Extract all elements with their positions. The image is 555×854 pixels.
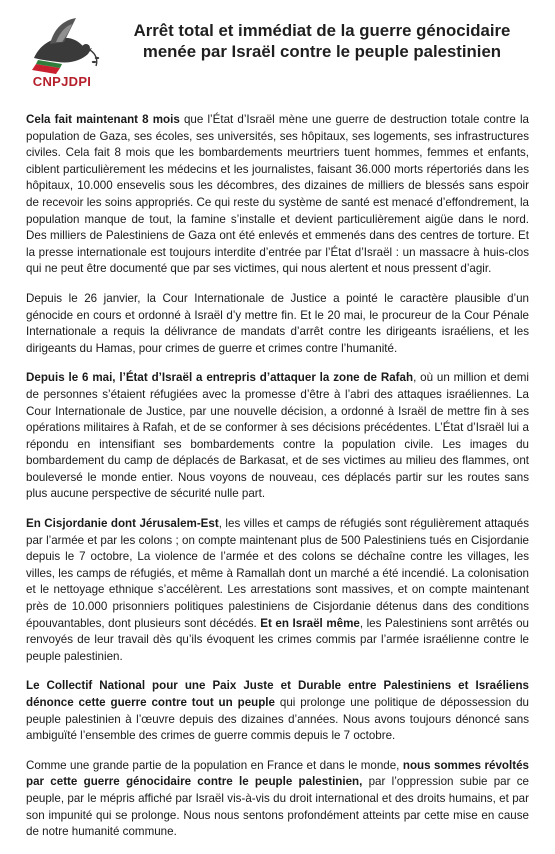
body-text: , les villes et camps de réfugiés sont régulièrement attaqués par l’armée et par les colons ; on compte maintenant plus de 500 Palestiniens tués en Cisjordanie depuis le 7 octobre, La violence de l’armée et des colons se déchaîne contre les villages, les villes, les camps de réfugiés, et même à Ramallah dont un marché a été incendié. La colonisation et le nettoyage ethnique s’accélèrent. Les arrestations sont massives, et on compte maintenant près de 10.000 prisonniers politiques palestiniens de Cisjordanie détenus dans des conditions épouvantables, dont plusieurs sont décédés. xyxy=(26,517,529,630)
body-text: Depuis le 26 janvier, la Cour Internationale de Justice a pointé le caractère plausible d’un génocide en cours et ordonné à Israël d’y mettre fin. Et le 20 mai, le procureur de la Cour Pénale Internationale a requis la délivrance de mandats d’arrêt contre les dirigeants israéliens, et les dirigeants du Hamas, pour crimes de guerre et crimes contre l’humanité. xyxy=(26,291,529,355)
dove-icon xyxy=(20,14,104,76)
paragraph xyxy=(26,112,529,278)
header xyxy=(0,0,555,90)
logo-text: CNPJDPI xyxy=(32,74,92,89)
bold-text: Le Collectif National pour une Paix Juste et Durable entre Palestiniens et Israéliens dénonce cette guerre contre tout un peuple xyxy=(26,679,529,709)
body-text: que l’État d’Israël mène une guerre de destruction totale contre la population de Gaza, ses écoles, ses universités, ses hôpitaux, ses logements, ses infrastructures civiles. Cela fait 8 mois que les bombardements meurtriers tuent hommes, femmes et enfants, ciblent particulièrement les médecins et les journalistes, faisant 36.000 morts répertoriés dans les hôpitaux, 10.000 ensevelis sous les décombres, des dizaines de milliers de blessés sans espoir de recevoir les soins appropriés. Ce qui reste du système de santé est menacé d’effondrement, la population manque de tout, la famine s’installe et devient particulièrement aigüe dans le nord. Des milliers de Palestiniens de Gaza ont été enlevés et emmenés dans des centres de torture. Et la presse internationale est toujours interdite d’entrée par l’État d’Israël : un massacre à huis-clos qui ne peut être documenté que par ses victimes, qui nous alertent et nous pressent d’agir. xyxy=(26,113,530,276)
document-body xyxy=(26,112,529,854)
body-text: Comme une grande partie de la population en France et dans le monde, xyxy=(26,758,403,772)
body-text: , où un million et demi de personnes s’étaient réfugiées avec la promesse d’être à l’abri des attaques israéliennes. La Cour Internationale de Justice, par une nouvelle décision, a ordonné à Israël de mettre fin à ses opérations militaires à Rafah, et de se conformer à ses décisions précédentes. L’État d’Israël lui a répondu en intensifiant ses bombardements contre la population civile. Les images du bombardement du camp de déplacés de Barkasat, et de ses victimes au milieu des flammes, ont bouleversé le monde entier. Nous voyons de nouveau, ces déplacés partir sur les routes sans plus aucune perspective de sécurité nulle part. xyxy=(26,371,529,501)
bold-text: En Cisjordanie dont Jérusalem-Est xyxy=(26,517,219,531)
body-text: , les Palestiniens sont arrêtés ou renvoyés de leur travail dès qu’ils évoquent les crimes commis par l’armée israélienne contre le peuple palestinien. xyxy=(26,616,529,663)
bold-text: Cela fait maintenant 8 mois xyxy=(26,113,180,126)
page-title: Arrêt total et immédiat de la guerre génocidaire menée par Israël contre le peuple palestinien xyxy=(133,21,511,61)
bold-text: Et en Israël même xyxy=(260,616,360,630)
bold-text: Depuis le 6 mai, l’État d’Israël a entrepris d’attaquer la zone de Rafah xyxy=(26,371,414,385)
logo xyxy=(20,14,104,94)
body-text: qui prolonge une politique de dépossession du peuple palestinien à l’œuvre depuis des dizaines d’années. Nous avons toujours dénoncé sans ambiguïté l’ensemble des crimes de guerre commis depuis le 7 octobre. xyxy=(26,696,529,743)
paragraph xyxy=(26,758,529,841)
paragraph xyxy=(26,678,529,744)
paragraph xyxy=(26,516,529,665)
paragraph xyxy=(26,370,529,503)
body-text: par l’oppression subie par ce peuple, par le mépris affiché par Israël vis-à-vis du droit international et des droits humains, et par son impunité qui se prolonge. Nous nous sentons profondément atteints par cette mise en cause de notre humanité commune. xyxy=(26,775,529,839)
bold-text: nous sommes révoltés par cette guerre génocidaire contre le peuple palestinien, xyxy=(26,758,529,789)
paragraph xyxy=(26,291,529,357)
